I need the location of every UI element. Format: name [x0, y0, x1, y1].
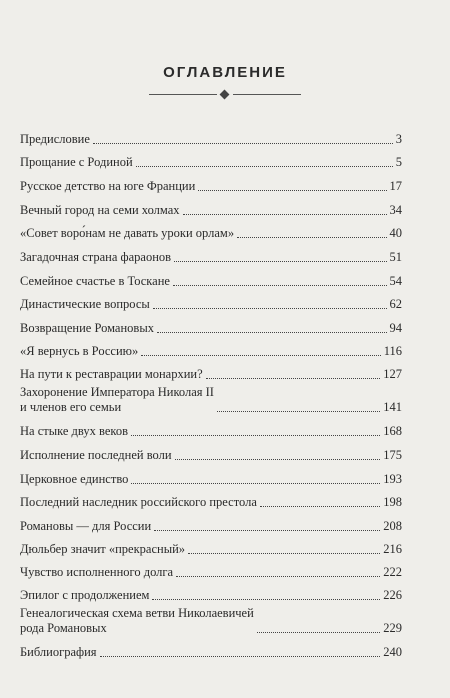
title-ornament — [149, 90, 301, 100]
toc-entry-page: 208 — [383, 519, 402, 533]
toc-leader — [206, 378, 381, 379]
ornament-line-right — [233, 94, 301, 95]
toc-entry-title: Загадочная страна фараонов — [20, 250, 172, 264]
toc-entry — [20, 472, 402, 487]
toc-entry-title-line1: Захоронение Императора Николая II — [20, 385, 214, 399]
toc-entry — [20, 448, 402, 463]
toc-leader — [136, 166, 393, 167]
toc-entry-title: Последний наследник российского престола — [20, 495, 257, 509]
toc-entry-page: 168 — [383, 424, 402, 438]
toc-leader — [217, 411, 380, 412]
toc-entry — [20, 203, 402, 218]
toc-leader — [152, 599, 380, 600]
toc-entry — [20, 424, 402, 439]
toc-entry-page: 3 — [395, 132, 402, 146]
toc-entry-title: «Совет воро́нам не давать уроки орлам» — [20, 226, 235, 240]
toc-entry-title-line1: Генеалогическая схема ветви Николаевичей — [20, 606, 254, 620]
toc-leader — [183, 214, 387, 215]
toc-entry-page: 141 — [383, 400, 402, 414]
toc-entry-page: 94 — [389, 321, 402, 335]
toc-entry-page: 40 — [389, 226, 402, 240]
toc-entry — [20, 588, 402, 603]
toc-entry-page: 51 — [389, 250, 402, 264]
toc-entry-title: Прощание с Родиной — [20, 155, 133, 169]
toc-entry-page: 5 — [395, 155, 402, 169]
toc-entry-title: Дюльбер значит «прекрасный» — [20, 542, 186, 556]
toc-entry-title-line2: и членов его семьи — [20, 400, 122, 414]
toc-entry — [20, 606, 402, 636]
toc-leader — [257, 632, 380, 633]
toc-entry-title: Возвращение Романовых — [20, 321, 154, 335]
toc-entry-page: 216 — [383, 542, 402, 556]
toc-entry-title: На стыке двух веков — [20, 424, 128, 438]
toc-entry-title: Исполнение последней воли — [20, 448, 172, 462]
toc-leader — [100, 656, 381, 657]
toc-entry-page: 193 — [383, 472, 402, 486]
toc-entry-page: 17 — [389, 179, 402, 193]
toc-entry-page: 127 — [383, 367, 402, 381]
toc-leader — [157, 332, 387, 333]
toc-entry-title — [20, 606, 254, 636]
toc-leader — [173, 285, 387, 286]
toc-entry-title-line2: рода Романовых — [20, 621, 107, 635]
toc-leader — [198, 190, 386, 191]
toc-entry-page: 198 — [383, 495, 402, 509]
toc-entry-page: 54 — [389, 274, 402, 288]
toc-entry-title — [20, 385, 214, 415]
toc-leader — [176, 576, 380, 577]
toc-entry — [20, 179, 402, 194]
toc-entry — [20, 344, 402, 359]
toc-entry-page: 229 — [383, 621, 402, 635]
toc-entry — [20, 155, 402, 170]
toc-entry — [20, 385, 402, 415]
toc-entry-title: Династические вопросы — [20, 297, 150, 311]
toc-entry-title: Предисловие — [20, 132, 90, 146]
toc-entry — [20, 565, 402, 580]
toc-entry-title: Семейное счастье в Тоскане — [20, 274, 170, 288]
toc-entry — [20, 274, 402, 289]
ornament-diamond-icon — [220, 90, 230, 100]
toc-entry-title: «Я вернусь в Россию» — [20, 344, 139, 358]
toc-entry-page: 240 — [383, 645, 402, 659]
toc-leader — [175, 459, 381, 460]
toc-entry — [20, 250, 402, 265]
ornament-line-left — [149, 94, 217, 95]
toc-leader — [131, 483, 380, 484]
toc-entry-title: Вечный город на семи холмах — [20, 203, 180, 217]
toc-entry-page: 62 — [389, 297, 402, 311]
toc-entry-title: Русское детство на юге Франции — [20, 179, 196, 193]
toc-leader — [141, 355, 380, 356]
toc-entry-title: На пути к реставрации монархии? — [20, 367, 203, 381]
toc-leader — [153, 308, 387, 309]
toc-entry — [20, 495, 402, 510]
toc-entry-title: Эпилог с продолжением — [20, 588, 150, 602]
toc-leader — [237, 237, 386, 238]
toc-entry-title: Церковное единство — [20, 472, 129, 486]
toc-leader — [174, 261, 386, 262]
toc-leader — [93, 143, 393, 144]
toc-entry-title: Библиография — [20, 645, 97, 659]
toc-entry — [20, 297, 402, 312]
page-title: ОГЛАВЛЕНИЕ — [163, 64, 287, 81]
toc-entry — [20, 367, 402, 382]
toc-leader — [260, 506, 380, 507]
toc-entry — [20, 132, 402, 147]
toc-entry-page: 226 — [383, 588, 402, 602]
toc-entry-page: 116 — [383, 344, 402, 358]
toc-entry — [20, 645, 402, 660]
toc-entry-page: 222 — [383, 565, 402, 579]
toc-entry-page: 34 — [389, 203, 402, 217]
toc-entry — [20, 226, 402, 241]
toc-entry-title: Романовы — для России — [20, 519, 152, 533]
toc-entry — [20, 519, 402, 534]
toc-entry-page: 175 — [383, 448, 402, 462]
toc-entry — [20, 542, 402, 557]
toc-leader — [154, 530, 380, 531]
toc-leader — [131, 435, 380, 436]
toc-entry-title: Чувство исполненного долга — [20, 565, 174, 579]
toc-entry — [20, 321, 402, 336]
toc-leader — [188, 553, 380, 554]
